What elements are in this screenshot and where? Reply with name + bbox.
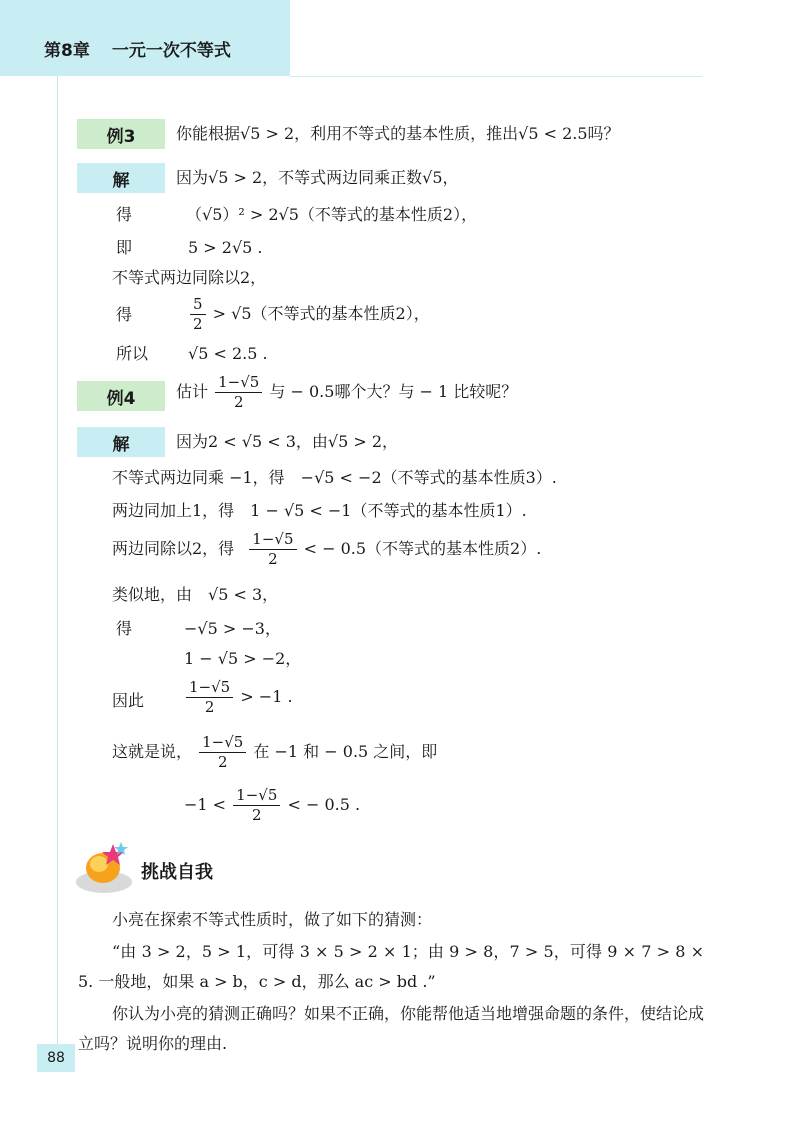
solution-4-line-9-pre: 这就是说， [112,742,193,761]
solution-3-line-1: 因为√5 > 2，不等式两边同乘正数√5， [176,168,459,187]
solution-3-line-2-label: 得 [116,205,133,224]
challenge-paragraph-3: 你认为小亮的猜测正确吗？如果不正确，你能帮他适当地增强命题的条件，使结论成立吗？说明你的理由. [78,1004,705,1053]
fraction [215,374,262,411]
example-4-post: 与 − 0.5哪个大？与 − 1 比较呢？ [269,382,518,401]
solution-3-line-6-label: 所以 [116,344,149,363]
solution-4-line-5: 类似地，由 √5 < 3， [112,585,279,604]
challenge-star-icon [73,838,135,896]
solution-4-line-9-post: 在 −1 和 − 0.5 之间，即 [253,742,438,761]
fraction-denominator: 2 [252,806,262,824]
solution-4-line-9 [112,734,437,771]
solution-4-line-2: 不等式两边同乘 −1，得 −√5 < −2（不等式的基本性质3）. [112,468,557,487]
fraction-numerator: 1−√5 [249,531,296,550]
fraction-numerator: 5 [190,296,206,315]
solution-3-line-6-expr: √5 < 2.5 . [188,344,268,363]
solution-3-tag: 解 [77,163,165,193]
challenge-paragraph-2: “由 3 > 2，5 > 1，可得 3 × 5 > 2 × 1；由 9 > 8，7 > 5，可得 9 × 7 > 8 × 5. 一般地，如果 a > b，c > d，那么 ac > bd .” [78,942,704,991]
solution-3-line-4: 不等式两边同除以2， [112,268,267,287]
challenge-title: 挑战自我 [141,862,213,883]
header-divider [290,76,702,77]
solution-3-line-5-expr [188,296,430,333]
solution-3-line-3-label: 即 [116,238,133,257]
chapter-header [44,36,231,61]
chapter-title: 一元一次不等式 [111,41,231,61]
solution-4-line-4 [112,531,541,568]
solution-4-line-8-expr [184,679,293,716]
chapter-number: 第8章 [44,41,90,61]
fraction-numerator: 1−√5 [233,787,280,806]
challenge-paragraph-1: 小亮在探索不等式性质时，做了如下的猜测： [112,910,433,929]
solution-4-line-1: 因为2 < √5 < 3，由√5 > 2， [176,432,399,451]
solution-4-line-10-post: < − 0.5 . [287,795,361,814]
solution-3-line-2-expr: （√5）² > 2√5（不等式的基本性质2）， [186,205,478,224]
fraction-numerator: 1−√5 [199,734,246,753]
example-3-tag: 例3 [77,119,165,149]
fraction [233,787,280,824]
fraction-numerator: 1−√5 [186,679,233,698]
page-number: 88 [37,1044,75,1072]
example-3-question: 你能根据√5 > 2，利用不等式的基本性质，推出√5 < 2.5吗？ [176,124,620,143]
fraction-numerator: 1−√5 [215,374,262,393]
fraction [190,296,206,333]
solution-4-line-4-post: < − 0.5（不等式的基本性质2）. [303,539,542,558]
solution-4-line-7-expr: 1 − √5 > −2， [184,649,302,668]
solution-4-tag: 解 [77,427,165,457]
example-4-tag: 例4 [77,381,165,411]
fraction [199,734,246,771]
solution-4-line-8-label: 因此 [112,691,145,710]
solution-4-line-10-pre: −1 < [184,795,227,814]
solution-3-line-5-rest: > √5（不等式的基本性质2）， [212,304,430,323]
solution-4-line-6-expr: −√5 > −3， [184,619,281,638]
fraction-denominator: 2 [204,698,215,716]
margin-line [57,76,58,1056]
solution-4-line-4-pre: 两边同除以2，得 [112,539,235,558]
fraction-denominator: 2 [193,315,203,333]
fraction-denominator: 2 [268,550,278,568]
solution-4-line-3: 两边同加上1，得 1 − √5 < −1（不等式的基本性质1）. [112,501,527,520]
solution-4-line-10 [184,787,360,824]
fraction [249,531,296,568]
example-4-question [176,374,517,411]
solution-3-line-5-label: 得 [116,305,133,324]
solution-3-line-3-expr: 5 > 2√5 . [188,238,263,257]
solution-4-line-8-post: > −1 . [240,687,293,706]
example-4-pre: 估计 [176,382,209,401]
fraction [186,679,233,716]
fraction-denominator: 2 [233,393,244,411]
solution-4-line-6-label: 得 [116,619,133,638]
fraction-denominator: 2 [217,753,228,771]
